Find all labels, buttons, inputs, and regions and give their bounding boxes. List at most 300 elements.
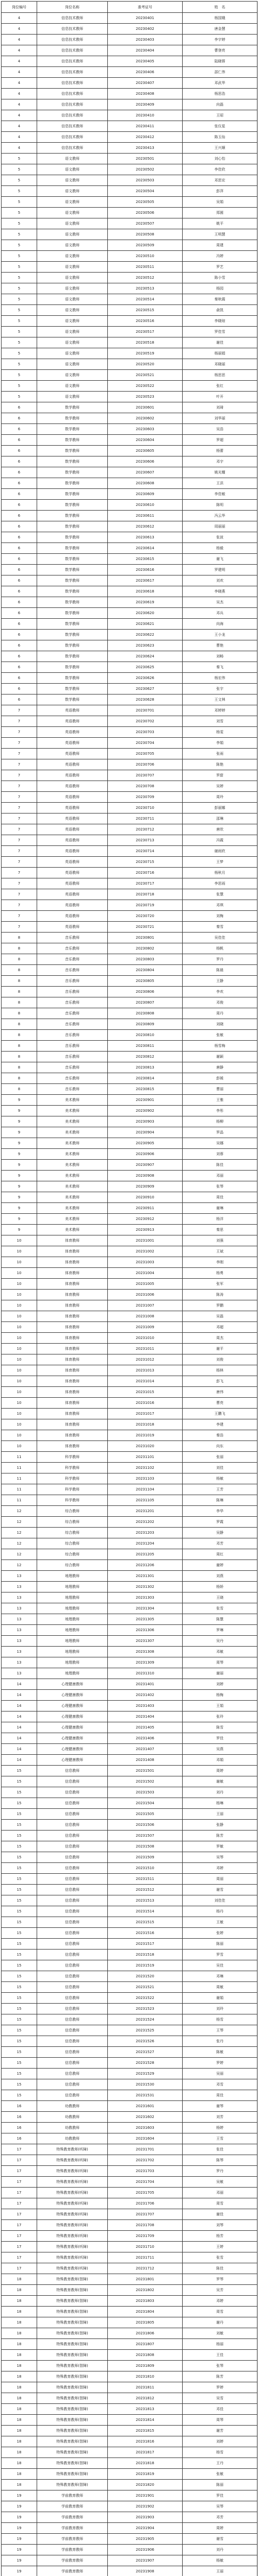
cell-exam-number: 20230501	[108, 154, 183, 164]
cell-post-name: 心理健康教师	[37, 1744, 108, 1755]
cell-candidate-name: 王雪	[183, 2133, 257, 2144]
cell-candidate-name: 刘婷	[183, 1679, 257, 1690]
table-row	[2, 521, 257, 532]
cell-candidate-name: 王婷	[183, 2242, 257, 2252]
cell-exam-number: 20230802	[108, 943, 183, 954]
table-row	[2, 1322, 257, 1333]
cell-post-name: 音乐教师	[37, 1062, 108, 1073]
cell-post-number: 6	[2, 435, 37, 446]
cell-candidate-name: 冯云华	[183, 511, 257, 521]
cell-exam-number: 20230516	[108, 316, 183, 327]
cell-post-number: 15	[2, 1820, 37, 1831]
cell-candidate-name: 张宇	[183, 684, 257, 694]
cell-exam-number: 20230608	[108, 478, 183, 489]
table-row	[2, 2198, 257, 2209]
table-row	[2, 2361, 257, 2371]
table-row	[2, 2177, 257, 2188]
cell-exam-number: 20230804	[108, 965, 183, 976]
cell-post-name: 体育教师	[37, 1268, 108, 1279]
table-row	[2, 1755, 257, 1766]
table-row	[2, 2101, 257, 2112]
cell-exam-number: 20230607	[108, 467, 183, 478]
cell-candidate-name: 谢佳	[183, 2209, 257, 2220]
cell-post-number: 4	[2, 99, 37, 110]
cell-exam-number: 20230523	[108, 392, 183, 402]
table-row	[2, 164, 257, 175]
cell-candidate-name: 周雪	[183, 2307, 257, 2317]
cell-post-name: 心理健康教师	[37, 1679, 108, 1690]
cell-exam-number: 20231502	[108, 1776, 183, 1787]
cell-post-name: 信息教师	[37, 1787, 108, 1798]
cell-post-name: 特殊教育教师(听障)	[37, 2242, 108, 2252]
table-row	[2, 1571, 257, 1582]
cell-exam-number: 20231512	[108, 1885, 183, 1895]
table-row	[2, 175, 257, 186]
cell-candidate-name: 邓俊	[183, 997, 257, 1008]
cell-post-name: 语文教师	[37, 208, 108, 218]
cell-candidate-name: 王明慧	[183, 229, 257, 240]
cell-post-number: 4	[2, 67, 37, 78]
cell-post-name: 英语教师	[37, 878, 108, 889]
cell-post-name: 信息技术教师	[37, 35, 108, 45]
cell-candidate-name: 邓芳	[183, 1538, 257, 1549]
table-row	[2, 1030, 257, 1041]
cell-post-name: 信息技术教师	[37, 132, 108, 143]
cell-exam-number: 20230514	[108, 294, 183, 305]
cell-exam-number: 20230806	[108, 987, 183, 997]
cell-post-name: 英语教师	[37, 792, 108, 803]
table-row	[2, 781, 257, 792]
cell-exam-number: 20230406	[108, 67, 183, 78]
cell-post-name: 科学教师	[37, 1452, 108, 1463]
table-row	[2, 2123, 257, 2133]
cell-post-number: 15	[2, 1776, 37, 1787]
cell-exam-number: 20231701	[108, 2144, 183, 2155]
cell-post-number: 15	[2, 1874, 37, 1885]
cell-post-number: 12	[2, 1560, 37, 1571]
cell-candidate-name: 谢颖	[183, 1052, 257, 1062]
table-row	[2, 110, 257, 121]
cell-post-number: 15	[2, 1917, 37, 1928]
cell-post-name: 学前教育教师	[37, 2545, 108, 2555]
cell-post-number: 8	[2, 1052, 37, 1062]
table-row	[2, 1603, 257, 1614]
table-row	[2, 1874, 257, 1885]
cell-post-name: 信息教师	[37, 1885, 108, 1895]
cell-post-name: 英语教师	[37, 900, 108, 911]
cell-post-name: 数学教师	[37, 521, 108, 532]
cell-candidate-name: 杨思思	[183, 370, 257, 381]
cell-exam-number: 20231522	[108, 1993, 183, 2004]
table-row	[2, 630, 257, 640]
cell-post-number: 12	[2, 1549, 37, 1560]
cell-exam-number: 20231310	[108, 1668, 183, 1679]
cell-post-name: 英语教师	[37, 716, 108, 727]
cell-post-number: 19	[2, 2555, 37, 2566]
cell-exam-number: 20230626	[108, 673, 183, 684]
cell-post-name: 特殊教育教师(听障)	[37, 2252, 108, 2263]
table-row	[2, 1214, 257, 1225]
table-row	[2, 45, 257, 56]
cell-exam-number: 20231523	[108, 2004, 183, 2014]
cell-post-name: 幼教教师	[37, 2112, 108, 2123]
cell-exam-number: 20231818	[108, 2458, 183, 2469]
cell-exam-number: 20231529	[108, 2069, 183, 2079]
cell-candidate-name: 周佳	[183, 2090, 257, 2101]
cell-candidate-name: 张雪	[183, 1603, 257, 1614]
cell-post-number: 7	[2, 878, 37, 889]
cell-post-number: 5	[2, 392, 37, 402]
cell-candidate-name: 张红	[183, 381, 257, 392]
table-row	[2, 1073, 257, 1084]
cell-post-number: 7	[2, 716, 37, 727]
table-row	[2, 2404, 257, 2415]
cell-candidate-name: 周佳	[183, 1192, 257, 1203]
cell-candidate-name: 吴静	[183, 1528, 257, 1538]
cell-candidate-name: 李建	[183, 1419, 257, 1430]
cell-post-number: 11	[2, 1484, 37, 1495]
cell-exam-number: 20230404	[108, 45, 183, 56]
cell-exam-number: 20231009	[108, 1322, 183, 1333]
table-row	[2, 143, 257, 154]
cell-candidate-name: 周建	[183, 240, 257, 251]
cell-post-name: 特殊教育教师(听障)	[37, 2231, 108, 2242]
header-post-number: 岗位编号	[2, 2, 37, 13]
cell-exam-number: 20230507	[108, 218, 183, 229]
cell-post-number: 15	[2, 1906, 37, 1917]
cell-exam-number: 20230713	[108, 835, 183, 846]
cell-post-number: 5	[2, 154, 37, 164]
table-row	[2, 1809, 257, 1820]
table-row	[2, 154, 257, 164]
cell-candidate-name: 罗超	[183, 435, 257, 446]
cell-post-name: 语文教师	[37, 273, 108, 283]
cell-post-number: 6	[2, 456, 37, 467]
cell-exam-number: 20230712	[108, 824, 183, 835]
cell-candidate-name: 邓婷婷	[183, 705, 257, 716]
table-row	[2, 56, 257, 67]
cell-exam-number: 20231405	[108, 1722, 183, 1733]
cell-exam-number: 20230402	[108, 24, 183, 35]
cell-post-name: 信息教师	[37, 1982, 108, 1993]
table-row	[2, 965, 257, 976]
cell-exam-number: 20231514	[108, 1906, 183, 1917]
cell-candidate-name: 谢丽	[183, 1668, 257, 1679]
cell-post-number: 15	[2, 2014, 37, 2025]
cell-post-name: 数学教师	[37, 554, 108, 565]
cell-post-name: 英语教师	[37, 803, 108, 814]
table-row	[2, 803, 257, 814]
cell-candidate-name: 杨丽	[183, 2339, 257, 2350]
table-row	[2, 1452, 257, 1463]
cell-exam-number: 20230808	[108, 1008, 183, 1019]
cell-post-number: 18	[2, 2469, 37, 2480]
cell-post-number: 10	[2, 1365, 37, 1376]
cell-post-number: 6	[2, 575, 37, 586]
cell-post-name: 地理教师	[37, 1625, 108, 1636]
cell-post-name: 特殊教育教师(智障)	[37, 2404, 108, 2415]
cell-exam-number: 20231004	[108, 1268, 183, 1279]
cell-exam-number: 20230511	[108, 262, 183, 273]
cell-exam-number: 20230708	[108, 781, 183, 792]
cell-exam-number: 20231525	[108, 2025, 183, 2036]
cell-exam-number: 20231205	[108, 1549, 183, 1560]
cell-candidate-name: 杨芳	[183, 2231, 257, 2242]
cell-candidate-name: 邓芳	[183, 2512, 257, 2523]
cell-exam-number: 20231020	[108, 1441, 183, 1452]
cell-exam-number: 20231813	[108, 2404, 183, 2415]
cell-exam-number: 20230811	[108, 1041, 183, 1052]
table-row	[2, 2036, 257, 2047]
cell-candidate-name: 杨园	[183, 283, 257, 294]
cell-post-number: 8	[2, 1030, 37, 1041]
cell-candidate-name: 王兴顺	[183, 143, 257, 154]
cell-candidate-name: 曹亮	[183, 1398, 257, 1409]
table-row	[2, 997, 257, 1008]
cell-candidate-name: 陈丽	[183, 2480, 257, 2490]
cell-exam-number: 20230413	[108, 143, 183, 154]
cell-candidate-name: 李晓燕	[183, 586, 257, 597]
cell-candidate-name: 陈芳	[183, 1831, 257, 1841]
cell-candidate-name: 李晓琼	[183, 316, 257, 327]
cell-post-name: 数学教师	[37, 651, 108, 662]
cell-post-number: 9	[2, 1116, 37, 1127]
cell-post-name: 音乐教师	[37, 933, 108, 943]
cell-candidate-name: 刘佳	[183, 1463, 257, 1473]
cell-post-name: 幼教教师	[37, 2101, 108, 2112]
table-row	[2, 2220, 257, 2231]
cell-post-number: 10	[2, 1333, 37, 1344]
cell-candidate-name: 邓婷	[183, 2296, 257, 2307]
cell-exam-number: 20231010	[108, 1333, 183, 1344]
cell-exam-number: 20230812	[108, 1052, 183, 1062]
cell-post-name: 学前教育教师	[37, 2566, 108, 2576]
cell-post-name: 学前教育教师	[37, 2490, 108, 2501]
table-row	[2, 1971, 257, 1982]
cell-post-number: 4	[2, 132, 37, 143]
cell-candidate-name: 邓思宏	[183, 175, 257, 186]
cell-post-number: 6	[2, 500, 37, 511]
cell-post-name: 音乐教师	[37, 1041, 108, 1052]
cell-exam-number: 20231005	[108, 1279, 183, 1290]
cell-exam-number: 20231002	[108, 1246, 183, 1257]
cell-candidate-name: 刘燕	[183, 1571, 257, 1582]
cell-post-number: 7	[2, 727, 37, 738]
cell-post-name: 数学教师	[37, 597, 108, 608]
cell-exam-number: 20231524	[108, 2014, 183, 2025]
cell-post-number: 8	[2, 1073, 37, 1084]
cell-candidate-name: 邓武华	[183, 78, 257, 89]
cell-post-name: 信息教师	[37, 1841, 108, 1852]
table-row	[2, 186, 257, 197]
cell-post-number: 9	[2, 1095, 37, 1106]
cell-exam-number: 20231513	[108, 1895, 183, 1906]
cell-post-number: 18	[2, 2317, 37, 2328]
cell-candidate-name: 谢雪	[183, 2534, 257, 2545]
cell-post-number: 12	[2, 1538, 37, 1549]
cell-exam-number: 20231006	[108, 1290, 183, 1300]
table-row	[2, 1776, 257, 1787]
cell-post-name: 学前教育教师	[37, 2555, 108, 2566]
table-row	[2, 1398, 257, 1409]
cell-post-number: 7	[2, 889, 37, 900]
table-row	[2, 565, 257, 575]
cell-exam-number: 20231506	[108, 1820, 183, 1831]
cell-candidate-name: 邓雪	[183, 2079, 257, 2090]
cell-post-name: 信息教师	[37, 2036, 108, 2047]
cell-exam-number: 20231516	[108, 1928, 183, 1939]
table-row	[2, 1376, 257, 1387]
table-row	[2, 283, 257, 294]
cell-post-name: 体育教师	[37, 1365, 108, 1376]
cell-exam-number: 20231520	[108, 1971, 183, 1982]
cell-post-number: 4	[2, 110, 37, 121]
cell-candidate-name: 陈佳	[183, 2263, 257, 2274]
cell-post-name: 数学教师	[37, 467, 108, 478]
cell-exam-number: 20231509	[108, 1852, 183, 1863]
table-row	[2, 1657, 257, 1668]
cell-exam-number: 20230604	[108, 435, 183, 446]
table-row	[2, 2501, 257, 2512]
cell-candidate-name: 彭媛	[183, 1073, 257, 1084]
cell-post-name: 信息教师	[37, 1906, 108, 1917]
cell-exam-number: 20231402	[108, 1690, 183, 1701]
cell-candidate-name: 杨雯	[183, 727, 257, 738]
cell-post-number: 5	[2, 294, 37, 305]
cell-post-number: 6	[2, 608, 37, 619]
cell-candidate-name: 王芳	[183, 1484, 257, 1495]
cell-post-name: 数学教师	[37, 456, 108, 467]
cell-candidate-name: 谢琳	[183, 1203, 257, 1214]
cell-post-number: 18	[2, 2415, 37, 2426]
table-row	[2, 1138, 257, 1149]
cell-post-number: 7	[2, 824, 37, 835]
table-row	[2, 1311, 257, 1322]
cell-post-number: 15	[2, 2090, 37, 2101]
cell-post-number: 8	[2, 933, 37, 943]
cell-post-name: 体育教师	[37, 1409, 108, 1419]
cell-exam-number: 20230717	[108, 878, 183, 889]
cell-exam-number: 20231501	[108, 1766, 183, 1776]
cell-exam-number: 20230710	[108, 803, 183, 814]
cell-post-number: 15	[2, 1982, 37, 1993]
cell-exam-number: 20230901	[108, 1095, 183, 1106]
cell-post-name: 综合教师	[37, 1506, 108, 1517]
cell-candidate-name: 王丽	[183, 1809, 257, 1820]
cell-post-name: 美术教师	[37, 1106, 108, 1116]
cell-post-name: 语文教师	[37, 164, 108, 175]
cell-candidate-name: 谢平	[183, 1344, 257, 1354]
cell-candidate-name: 罗鹏	[183, 1300, 257, 1311]
cell-exam-number: 20230621	[108, 619, 183, 630]
table-row	[2, 2350, 257, 2361]
table-row	[2, 543, 257, 554]
cell-post-number: 9	[2, 1203, 37, 1214]
cell-post-number: 4	[2, 143, 37, 154]
table-row	[2, 1192, 257, 1203]
cell-exam-number: 20230411	[108, 121, 183, 132]
cell-candidate-name: 李刚	[183, 1257, 257, 1268]
cell-post-number: 17	[2, 2155, 37, 2166]
cell-exam-number: 20231517	[108, 1939, 183, 1950]
cell-candidate-name: 张雨	[183, 749, 257, 759]
cell-post-number: 12	[2, 1506, 37, 1517]
cell-exam-number: 20231011	[108, 1344, 183, 1354]
table-row	[2, 1365, 257, 1376]
cell-exam-number: 20230506	[108, 208, 183, 218]
cell-candidate-name: 刘丹	[183, 2545, 257, 2555]
table-row	[2, 922, 257, 933]
table-row	[2, 2166, 257, 2177]
cell-exam-number: 20231507	[108, 1831, 183, 1841]
table-row	[2, 943, 257, 954]
cell-post-number: 17	[2, 2231, 37, 2242]
cell-post-number: 9	[2, 1127, 37, 1138]
cell-post-number: 15	[2, 1787, 37, 1798]
cell-exam-number: 20230910	[108, 1192, 183, 1203]
cell-candidate-name: 周琴	[183, 1657, 257, 1668]
cell-exam-number: 20231711	[108, 2252, 183, 2263]
cell-candidate-name: 王斌	[183, 1246, 257, 1257]
table-row	[2, 294, 257, 305]
cell-post-name: 特殊教育教师(听障)	[37, 2166, 108, 2177]
table-row	[2, 2307, 257, 2317]
cell-candidate-name: 罗佳	[183, 2490, 257, 2501]
cell-post-number: 15	[2, 1809, 37, 1820]
cell-candidate-name: 王丽	[183, 2566, 257, 2576]
table-row	[2, 1062, 257, 1073]
cell-exam-number: 20230623	[108, 640, 183, 651]
cell-post-number: 7	[2, 738, 37, 749]
cell-post-number: 18	[2, 2382, 37, 2393]
cell-post-name: 语文教师	[37, 348, 108, 359]
table-row	[2, 413, 257, 424]
cell-candidate-name: 谢丹	[183, 2317, 257, 2328]
table-row	[2, 1441, 257, 1452]
table-row	[2, 1841, 257, 1852]
cell-candidate-name: 周婷	[183, 2523, 257, 2534]
cell-post-number: 16	[2, 2123, 37, 2133]
table-row	[2, 1993, 257, 2004]
cell-exam-number: 20230716	[108, 868, 183, 878]
cell-post-name: 信息技术教师	[37, 143, 108, 154]
cell-candidate-name: 邓敏	[183, 1647, 257, 1657]
cell-candidate-name: 刘佳佳	[183, 1895, 257, 1906]
cell-post-name: 语文教师	[37, 175, 108, 186]
cell-post-number: 9	[2, 1181, 37, 1192]
cell-candidate-name: 吴丽	[183, 2069, 257, 2079]
cell-post-name: 体育教师	[37, 1441, 108, 1452]
table-row	[2, 1484, 257, 1495]
cell-post-name: 数学教师	[37, 694, 108, 705]
cell-exam-number: 20231905	[108, 2534, 183, 2545]
cell-post-name: 音乐教师	[37, 987, 108, 997]
cell-post-name: 数学教师	[37, 500, 108, 511]
cell-post-name: 特殊教育教师(智障)	[37, 2393, 108, 2404]
cell-candidate-name: 王雅	[183, 1095, 257, 1106]
cell-post-name: 体育教师	[37, 1290, 108, 1300]
cell-exam-number: 20231901	[108, 2490, 183, 2501]
header-candidate-name: 姓 名	[183, 2, 257, 13]
table-row	[2, 770, 257, 781]
cell-candidate-name: 邓兵	[183, 608, 257, 619]
cell-exam-number: 20230620	[108, 608, 183, 619]
cell-candidate-name: 罗佳	[183, 1733, 257, 1744]
cell-post-number: 10	[2, 1279, 37, 1290]
cell-candidate-name: 周丹	[183, 1008, 257, 1019]
cell-exam-number: 20230521	[108, 370, 183, 381]
table-row	[2, 900, 257, 911]
